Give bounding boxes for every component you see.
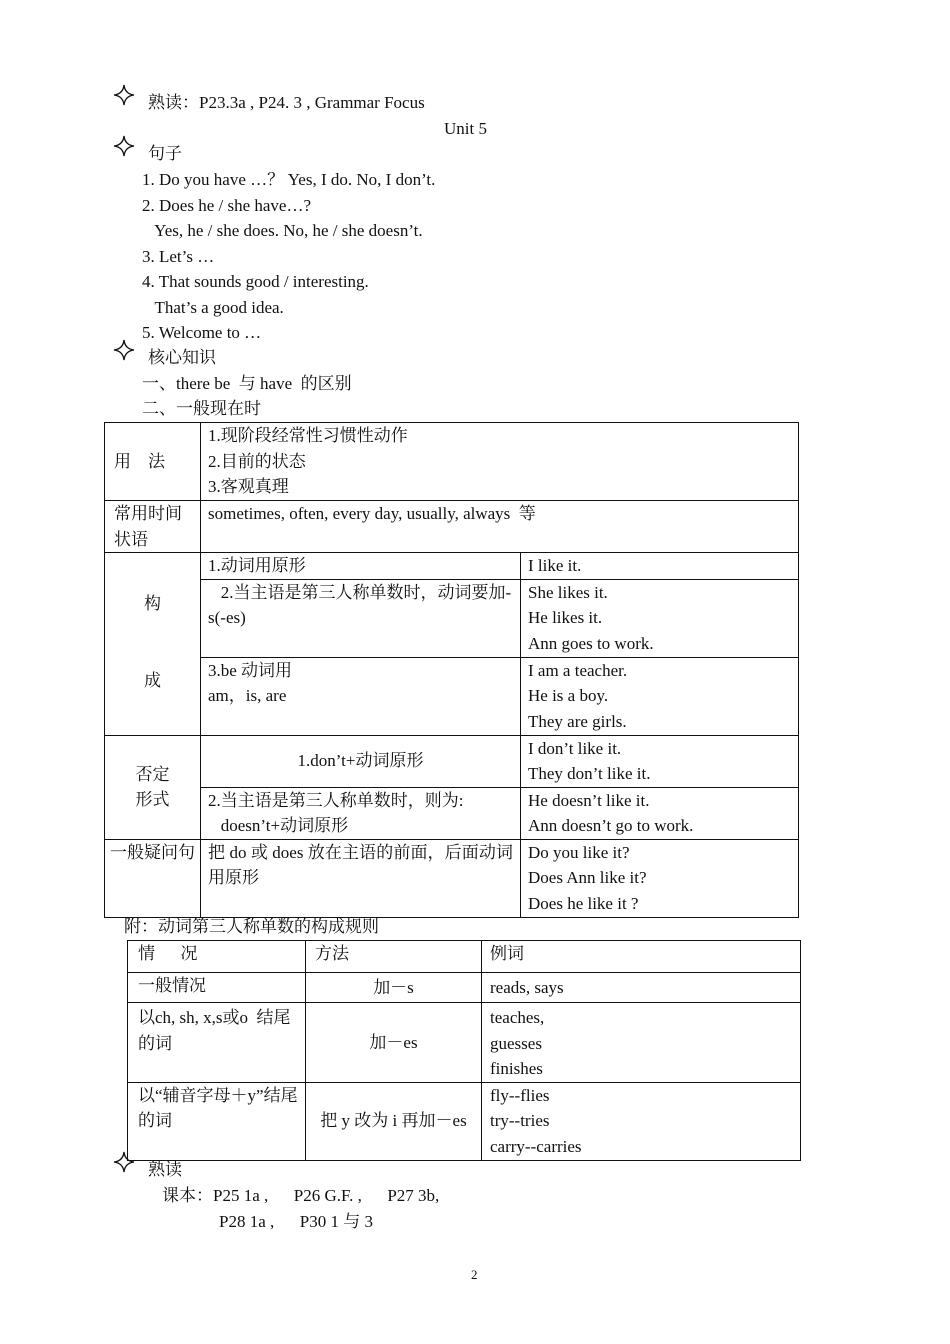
- example-line: Does he like it ?: [528, 893, 639, 913]
- question-rule: 把 do 或 does 放在主语的前面，后面动词用原形: [201, 839, 521, 917]
- appendix-title: 附：动词第三人称单数的构成规则: [124, 917, 379, 936]
- example-line: carry--carries: [490, 1136, 582, 1156]
- usage-label: 用 法: [105, 423, 201, 501]
- time-label: 常用时间状语: [105, 501, 201, 553]
- example-line: They are girls.: [528, 711, 627, 731]
- present-simple-table: [104, 422, 799, 918]
- usage-cell: [201, 423, 799, 501]
- negative-rule: 2.当主语是第三人称单数时，则为: doesn’t+动词原形: [201, 787, 521, 839]
- method-cell: 把 y 改为 i 再加－es: [306, 1082, 482, 1160]
- reading-list-1: 熟读：P23.3a , P24. 3 , Grammar Focus: [148, 93, 425, 112]
- sentence-line: 1. Do you have …？ Yes, I do. No, I don’t.: [142, 170, 436, 189]
- reading-line-1: 课本：P25 1a , P26 G.F. , P27 3b,: [162, 1186, 440, 1205]
- form-example: [521, 579, 799, 657]
- form-rule: 1.动词用原形: [201, 553, 521, 580]
- example-line: I don’t like it.: [528, 738, 622, 758]
- usage-line: 2.目前的状态: [208, 451, 306, 471]
- example-line: She likes it.: [528, 582, 608, 602]
- example-line: I like it.: [528, 556, 582, 575]
- header-method: 方法: [306, 941, 482, 973]
- example-line: try--tries: [490, 1111, 550, 1130]
- example-line: teaches,: [490, 1008, 545, 1027]
- question-example: [521, 839, 799, 917]
- example-line: He doesn’t like it.: [528, 790, 650, 810]
- sentence-line: Yes, he / she does. No, he / she doesn’t.: [142, 221, 423, 240]
- examples-cell: [482, 1082, 801, 1160]
- method-cell: 加－es: [306, 1003, 482, 1083]
- form-label-char: 成: [144, 670, 161, 690]
- core-heading: 核心知识: [148, 348, 216, 367]
- form-label: [105, 553, 201, 736]
- header-case: 情 况: [128, 941, 306, 973]
- star-bullet-icon: [113, 1151, 135, 1173]
- sentences-heading: 句子: [148, 144, 182, 163]
- case-cell: 以“辅音字母＋y”结尾的词: [128, 1082, 306, 1160]
- example-line: I am a teacher.: [528, 660, 628, 680]
- reading-line-2: P28 1a , P30 1 与 3: [219, 1212, 373, 1231]
- example-line: They don’t like it.: [528, 764, 651, 783]
- core-item-1: 一、there be 与 have 的区别: [142, 374, 352, 393]
- sentence-line: 2. Does he / she have…?: [142, 196, 312, 215]
- unit-title: Unit 5: [444, 119, 487, 138]
- usage-line: 3.客观真理: [208, 477, 289, 496]
- example-line: Does Ann like it?: [528, 868, 647, 887]
- case-cell: 一般情况: [128, 973, 306, 1003]
- sentence-line: 4. That sounds good / interesting.: [142, 272, 369, 291]
- example-line: finishes: [490, 1059, 543, 1078]
- example-line: Ann doesn’t go to work.: [528, 816, 694, 835]
- header-examples: 例词: [482, 941, 801, 973]
- star-bullet-icon: [113, 135, 135, 157]
- example-line: fly--flies: [490, 1085, 550, 1105]
- examples-cell: [482, 973, 801, 1003]
- example-line: Ann goes to work.: [528, 633, 654, 653]
- form-label-char: 构: [144, 594, 161, 613]
- negative-example: [521, 787, 799, 839]
- example-line: He likes it.: [528, 608, 603, 627]
- time-adverbials: sometimes, often, every day, usually, always 等: [201, 501, 799, 553]
- form-rule: 3.be 动词用 am，is, are: [201, 657, 521, 735]
- core-item-2: 二、一般现在时: [142, 399, 261, 418]
- question-label: 一般疑问句: [105, 839, 201, 917]
- form-example: [521, 553, 799, 580]
- example-line: Do you like it?: [528, 842, 630, 862]
- negative-rule: 1.don’t+动词原形: [201, 735, 521, 787]
- form-example: [521, 657, 799, 735]
- reading-heading: 熟读: [148, 1160, 182, 1179]
- sentence-line: 5. Welcome to …: [142, 323, 262, 342]
- third-person-rules-table: [127, 940, 801, 1161]
- example-line: guesses: [490, 1033, 542, 1053]
- examples-cell: [482, 1003, 801, 1083]
- page-number: 2: [471, 1267, 478, 1282]
- star-bullet-icon: [113, 339, 135, 361]
- example-line: reads, says: [490, 977, 564, 997]
- form-rule: 2.当主语是第三人称单数时，动词要加-s(-es): [201, 579, 521, 657]
- case-cell: 以ch, sh, x,s或o 结尾的词: [128, 1003, 306, 1083]
- example-line: He is a boy.: [528, 686, 609, 705]
- sentence-line: That’s a good idea.: [142, 298, 284, 317]
- negative-label: 否定 形式: [105, 735, 201, 839]
- usage-line: 1.现阶段经常性习惯性动作: [208, 426, 408, 445]
- method-cell: 加－s: [306, 973, 482, 1003]
- sentence-line: 3. Let’s …: [142, 247, 215, 266]
- negative-example: [521, 735, 799, 787]
- star-bullet-icon: [113, 84, 135, 106]
